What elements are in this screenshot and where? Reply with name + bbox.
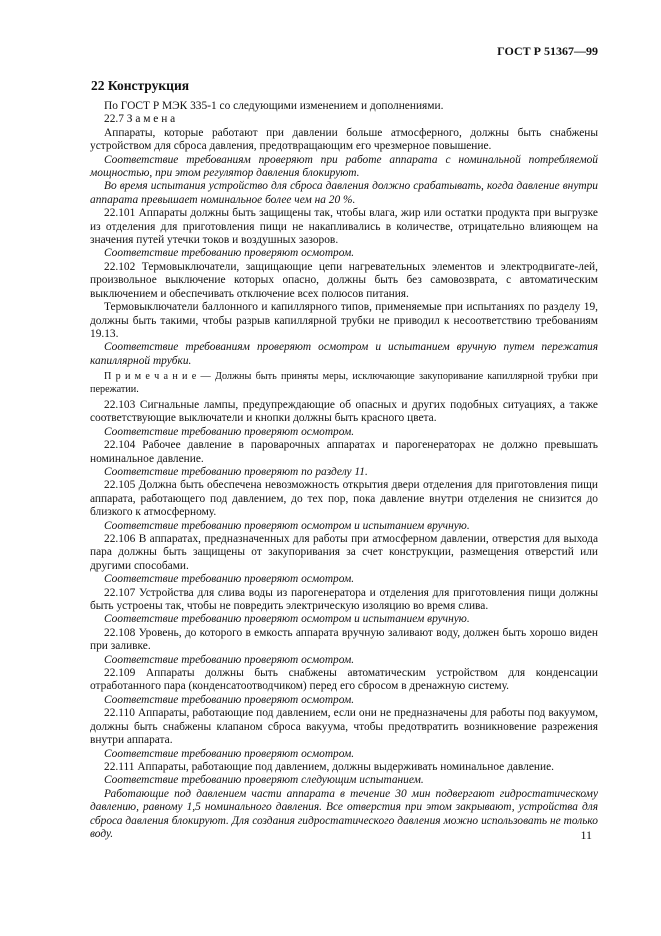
clause-paragraph: 22.103 Сигнальные лампы, предупреждающие об опасных и других подобных ситуациях, а также соответствующие выключатели и кнопки должны быть красного цвета. [90,398,598,425]
clause-paragraph: Аппараты, которые работают при давлении больше атмосферного, должны быть снабжены устройством для сброса давления, предотвращающим его чрезмерное повышение. [90,126,598,153]
compliance-paragraph: Соответствие требованию проверяют по разделу 11. [104,465,368,478]
clause-paragraph: 22.108 Уровень, до которого в емкость аппарата вручную заливают воду, должен быть хорошо виден при заливке. [90,626,598,653]
compliance-paragraph: Во время испытания устройство для сброса давления должно срабатывать, когда давление внутри аппарата превышает номинальное более чем на 20 %. [90,180,598,206]
compliance-paragraph: Соответствие требованию проверяют осмотром. [104,747,355,760]
section-title: 22 Конструкция [91,78,190,93]
compliance-paragraph: Соответствие требованиям проверяют осмотром и испытанием вручную путем пережатия капиллярной трубки. [90,341,598,367]
clause-paragraph: 22.101 Аппараты должны быть защищены так, чтобы влага, жир или остатки продукта при выгрузке из отделения для приготовления пищи не накапливались в количестве, отрицательно влияющем на значения путей утечки токов и воздушных зазоров. [90,207,598,247]
compliance-paragraph: Соответствие требованиям проверяют при работе аппарата с номинальной потребляемой мощностью, при этом регулятор давления блокируют. [90,153,598,180]
clause-paragraph: По ГОСТ Р МЭК 335-1 со следующими изменением и дополнениями. [104,100,444,112]
compliance-paragraph: Работающие под давлением части аппарата в течение 30 мин подвергают гидростатическому давлению, равному 1,5 номинального давления. Все отверстия при этом закрывают, устройства для сброса давления блокируют. Для создания гидростатического давления можно использовать не только воду. [90,787,598,840]
compliance-paragraph: Соответствие требованию проверяют осмотром и испытанием вручную. [104,519,470,532]
compliance-paragraph: Соответствие требованию проверяют следующим испытанием. [104,774,424,787]
compliance-paragraph: Соответствие требованию проверяют осмотром. [104,247,355,260]
clause-paragraph: 22.110 Аппараты, работающие под давлением, если они не предназначены для работы под вакуумом, должны быть снабжены клапаном сброса вакуума, чтобы предотвратить возникновение разрежения внутри аппарата. [90,707,598,747]
clause-paragraph: 22.102 Термовыключатели, защищающие цепи нагревательных элементов и электродвигате-лей, произвольное выключение которых опасно, должны быть без самовозврата, с автоматическим выключением и обеспечивать отключение всех полюсов питания. [90,260,598,300]
clause-paragraph: Термовыключатели баллонного и капиллярного типов, применяемые при испытаниях по разделу 19, должны быть такими, чтобы разрыв капиллярной трубки не приводил к несоответствию требованиям 19.13. [90,301,598,340]
compliance-paragraph: Соответствие требованию проверяют осмотром. [104,653,355,666]
compliance-paragraph: Соответствие требованию проверяют осмотром. [104,573,355,586]
clause-paragraph: 22.105 Должна быть обеспечена невозможность открытия двери отделения для приготовления пищи аппарата, работающего под давлением, до тех пор, пока давление внутри отделения не снизится до близкого к атмосферному. [90,479,598,519]
compliance-paragraph: Соответствие требованию проверяют осмотром. [104,693,355,706]
compliance-paragraph: Соответствие требованию проверяют осмотром. [104,425,355,438]
page-number: 11 [580,828,592,842]
clause-paragraph: 22.109 Аппараты должны быть снабжены автоматическим устройством для конденсации отработанного пара (конденсатоотводчиком) перед его сбросом в дренажную систему. [90,667,598,693]
clause-paragraph: 22.107 Устройства для слива воды из парогенератора и отделения для приготовления пищи должны быть устроены так, чтобы не повредить электрическую изоляцию во время слива. [90,586,598,613]
section-body [90,100,598,841]
clause-paragraph: 22.106 В аппаратах, предназначенных для работы при атмосферном давлении, отверстия для выхода пара должны быть защищены от закупоривания за счет конструкции, размещения отверстий или другими способами. [90,533,598,572]
note-paragraph: П р и м е ч а н и е — Должны быть приняты меры, исключающие закупоривание капиллярной трубки при пережатии. [90,371,598,395]
clause-paragraph: 22.7 З а м е н а [104,113,176,126]
clause-paragraph: 22.111 Аппараты, работающие под давлением, должны выдерживать номинальное давление. [104,760,555,773]
document-id: ГОСТ Р 51367—99 [497,44,598,58]
clause-paragraph: 22.104 Рабочее давление в пароварочных аппаратах и парогенераторах не должно превышать номинальное давление. [90,439,598,465]
compliance-paragraph: Соответствие требованию проверяют осмотром и испытанием вручную. [104,613,470,626]
